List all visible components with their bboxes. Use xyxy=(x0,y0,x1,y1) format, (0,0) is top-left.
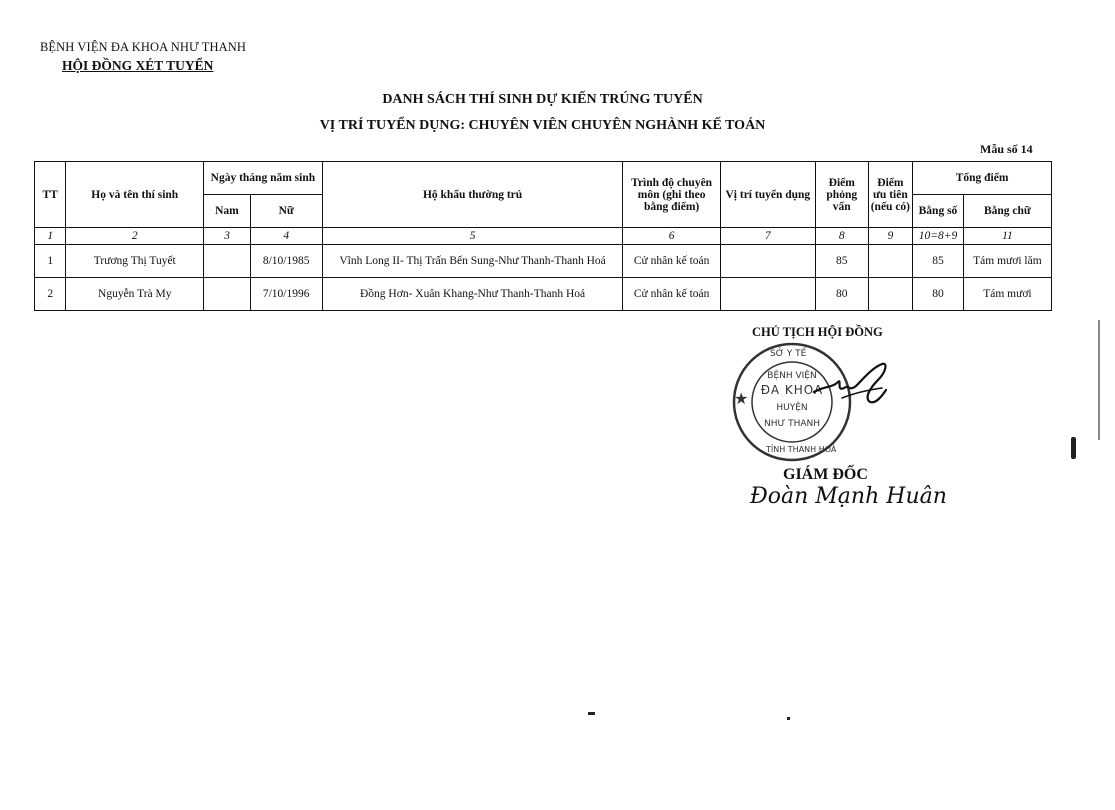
index-cell: 9 xyxy=(868,228,913,245)
council-name: HỘI ĐỒNG XÉT TUYỂN xyxy=(62,58,214,73)
row-name: Trương Thị Tuyết xyxy=(66,245,204,278)
document-subtitle: VỊ TRÍ TUYỂN DỤNG: CHUYÊN VIÊN CHUYÊN NGHÀNH KẾ TOÁN xyxy=(319,118,766,133)
svg-text:★: ★ xyxy=(734,389,749,408)
index-cell: 11 xyxy=(963,228,1051,245)
header-interview: Điểm phỏng vấn xyxy=(815,162,868,228)
index-cell: 10=8+9 xyxy=(913,228,964,245)
scan-edge-icon xyxy=(1098,320,1100,440)
row-position xyxy=(720,245,815,278)
column-index-row xyxy=(35,228,1052,245)
index-cell: 2 xyxy=(66,228,204,245)
scan-speck-icon xyxy=(588,712,595,715)
header-residence: Hộ khẩu thường trú xyxy=(322,162,623,228)
header-priority: Điểm ưu tiên (nếu có) xyxy=(868,162,913,228)
index-cell: 3 xyxy=(204,228,251,245)
director-name: Đoàn Mạnh Huân xyxy=(750,484,947,509)
index-cell: 4 xyxy=(250,228,322,245)
header-female: Nữ xyxy=(250,195,322,228)
header-male: Nam xyxy=(204,195,251,228)
organization-name: BỆNH VIỆN ĐA KHOA NHƯ THANH xyxy=(40,40,247,54)
header-dob: Ngày tháng năm sinh xyxy=(204,162,323,195)
row-position xyxy=(720,278,815,311)
scan-speck-icon xyxy=(787,717,790,720)
header-qualification: Trình độ chuyên môn (ghi theo bằng điểm) xyxy=(623,162,720,228)
header-total-number: Bằng số xyxy=(913,195,964,228)
header-position: Vị trí tuyển dụng xyxy=(720,162,815,228)
form-number: Mẫu số 14 xyxy=(980,142,1033,156)
row-priority xyxy=(868,245,913,278)
row-total-words: Tám mươi lăm xyxy=(963,245,1051,278)
row-name: Nguyễn Trà My xyxy=(66,278,204,311)
row-residence: Đồng Hơn- Xuân Khang-Như Thanh-Thanh Hoá xyxy=(322,278,623,311)
row-male xyxy=(204,245,251,278)
header-name: Họ và tên thí sinh xyxy=(66,162,204,228)
scan-mark-icon xyxy=(1071,437,1076,459)
row-total-words: Tám mươi xyxy=(963,278,1051,311)
chair-title: CHỦ TỊCH HỘI ĐỒNG xyxy=(752,325,883,339)
row-total-number: 80 xyxy=(913,278,964,311)
document-title: DANH SÁCH THÍ SINH DỰ KIẾN TRÚNG TUYỂN xyxy=(382,92,703,107)
director-title: GIÁM ĐỐC xyxy=(783,466,868,483)
row-priority xyxy=(868,278,913,311)
stamp-line: ĐA KHOA xyxy=(760,383,824,397)
row-qualification: Cử nhân kế toán xyxy=(623,245,720,278)
index-cell: 5 xyxy=(322,228,623,245)
stamp-bottom-text: TỈNH THANH HOÁ xyxy=(766,445,837,454)
stamp-line: HUYỆN xyxy=(776,403,808,413)
index-cell: 1 xyxy=(35,228,66,245)
header-total: Tổng điểm xyxy=(913,162,1052,195)
table-row xyxy=(35,278,1052,311)
row-female: 7/10/1996 xyxy=(250,278,322,311)
row-qualification: Cử nhân kế toán xyxy=(623,278,720,311)
handwritten-signature-icon xyxy=(812,358,892,410)
header-total-words: Bằng chữ xyxy=(963,195,1051,228)
row-male xyxy=(204,278,251,311)
row-tt: 1 xyxy=(35,245,66,278)
stamp-top-text: SỞ Y TẾ xyxy=(770,349,807,359)
candidates-table xyxy=(34,161,1052,311)
index-cell: 6 xyxy=(623,228,720,245)
row-interview: 80 xyxy=(815,278,868,311)
stamp-line: BỆNH VIỆN xyxy=(767,371,817,381)
stamp-line: NHƯ THANH xyxy=(763,419,821,429)
row-total-number: 85 xyxy=(913,245,964,278)
row-female: 8/10/1985 xyxy=(250,245,322,278)
table-row xyxy=(35,245,1052,278)
row-residence: Vĩnh Long II- Thị Trấn Bến Sung-Như Thanh-Thanh Hoá xyxy=(322,245,623,278)
index-cell: 8 xyxy=(815,228,868,245)
row-interview: 85 xyxy=(815,245,868,278)
header-tt: TT xyxy=(35,162,66,228)
row-tt: 2 xyxy=(35,278,66,311)
index-cell: 7 xyxy=(720,228,815,245)
